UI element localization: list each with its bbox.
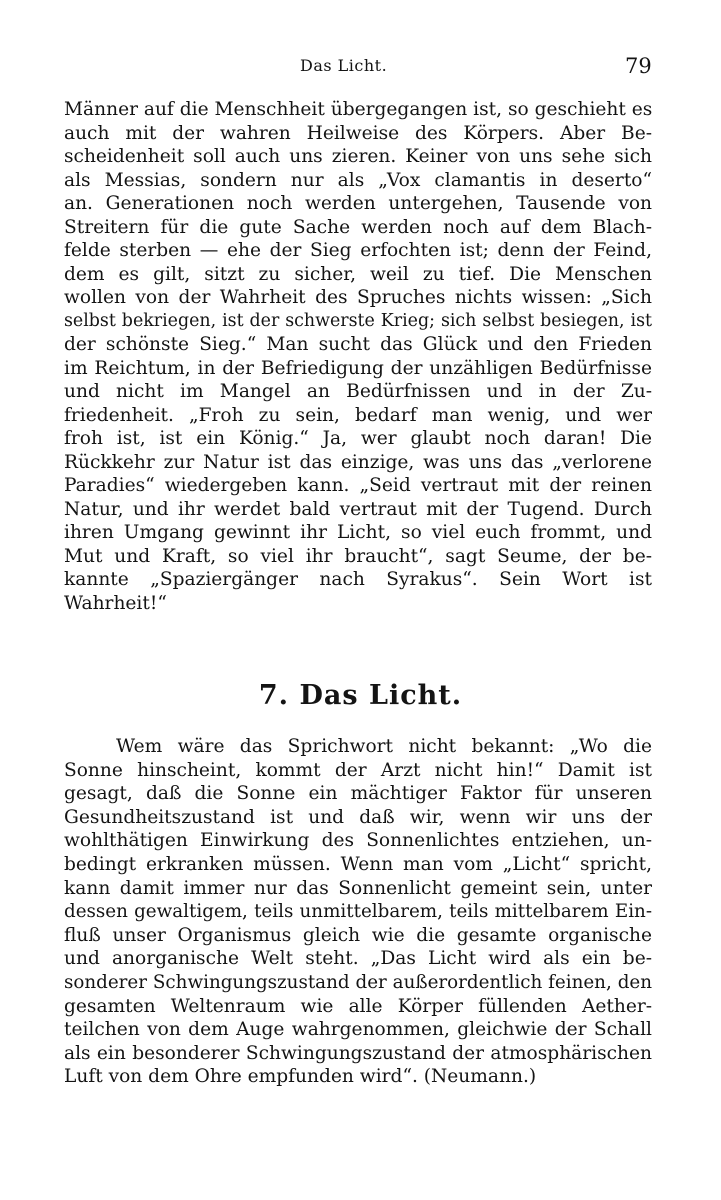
text-line: felde sterben — ehe der Sieg erfochten ist; denn der Feind, bbox=[64, 240, 652, 261]
text-line: dessen gewaltigem, teils unmittelbarem, teils mittelbarem Ein- bbox=[64, 901, 652, 923]
text-line: der schönste Sieg.“ Man sucht das Glück und den Frieden bbox=[64, 334, 652, 355]
text-line: und anorganische Welt steht. „Das Licht wird als ein be- bbox=[64, 948, 652, 970]
text-line: Mut und Kraft, so viel ihr braucht“, sagt Seume, der be- bbox=[64, 545, 652, 567]
paragraph-continuation bbox=[64, 98, 652, 615]
text-line: Paradies“ wiedergeben kann. „Seid vertraut mit der reinen bbox=[64, 475, 652, 496]
text-line: als Messias, sondern nur als „Vox clamantis in deserto“ bbox=[64, 169, 652, 191]
running-title: Das Licht. bbox=[300, 56, 388, 75]
text-line: an. Generationen noch werden untergehen, Tausende von bbox=[64, 193, 652, 214]
text-line: kann damit immer nur das Sonnenlicht gemeint sein, unter bbox=[64, 877, 652, 899]
section-heading: 7. Das Licht. bbox=[258, 680, 463, 711]
text-line: Wem wäre das Sprichwort nicht bekannt: „Wo die bbox=[116, 736, 652, 757]
text-line: gesagt, daß die Sonne ein mächtiger Faktor für unseren bbox=[64, 783, 652, 805]
text-line: Luft von dem Ohre empfunden wird“. (Neumann.) bbox=[64, 1066, 537, 1088]
text-line: Wahrheit!“ bbox=[64, 592, 167, 614]
text-line: Natur, und ihr werdet bald vertraut mit der Tugend. Durch bbox=[64, 498, 652, 520]
text-line: Sonne hinscheint, kommt der Arzt nicht hin!“ Damit ist bbox=[64, 759, 652, 781]
text-line: scheidenheit soll auch uns zieren. Keiner von uns sehe sich bbox=[64, 146, 652, 167]
text-line: kannte „Spaziergänger nach Syrakus“. Sein Wort ist bbox=[64, 569, 652, 590]
text-line: im Reichtum, in der Befriedigung der unzähligen Bedürfnisse bbox=[64, 357, 652, 379]
text-line: wohlthätigen Einwirkung des Sonnenlichtes entziehen, un- bbox=[64, 830, 652, 852]
text-line: Rückkehr zur Natur ist das einzige, was uns das „verlorene bbox=[64, 451, 652, 473]
text-line: wollen von der Wahrheit des Spruches nichts wissen: „Sich bbox=[64, 287, 652, 308]
text-line: und nicht im Mangel an Bedürfnissen und in der Zu- bbox=[64, 381, 652, 402]
text-line: ihren Umgang gewinnt ihr Licht, so viel euch frommt, und bbox=[64, 522, 652, 543]
text-line: bedingt erkranken müssen. Wenn man vom „Licht“ spricht, bbox=[64, 853, 652, 875]
text-line: teilchen von dem Auge wahrgenommen, gleichwie der Schall bbox=[64, 1019, 652, 1041]
page-number: 79 bbox=[625, 54, 652, 78]
text-line: als ein besonderer Schwingungszustand der atmosphärischen bbox=[64, 1042, 652, 1064]
text-line: friedenheit. „Froh zu sein, bedarf man wenig, und wer bbox=[64, 404, 652, 426]
text-line: Streitern für die gute Sache werden noch auf dem Blach- bbox=[64, 216, 652, 238]
text-line: sonderer Schwingungszustand der außerordentlich feinen, den bbox=[64, 971, 652, 993]
text-line: auch mit der wahren Heilweise des Körpers. Aber Be- bbox=[64, 122, 652, 144]
running-header bbox=[0, 54, 721, 84]
paragraph-section-7 bbox=[64, 735, 652, 1089]
text-line: Männer auf die Menschheit übergegangen ist, so geschieht es bbox=[64, 99, 652, 120]
text-line: dem es gilt, sitzt zu sicher, weil zu tief. Die Menschen bbox=[64, 263, 652, 285]
text-line: froh ist, ist ein König.“ Ja, wer glaubt noch daran! Die bbox=[64, 428, 652, 449]
text-line: selbst bekriegen, ist der schwerste Krieg; sich selbst besiegen, ist bbox=[64, 310, 652, 331]
text-line: gesamten Weltenraum wie alle Körper füllenden Aether- bbox=[64, 995, 652, 1017]
text-line: Gesundheitszustand ist und daß wir, wenn wir uns der bbox=[64, 806, 652, 828]
text-line: fluß unser Organismus gleich wie die gesamte organische bbox=[64, 924, 652, 946]
